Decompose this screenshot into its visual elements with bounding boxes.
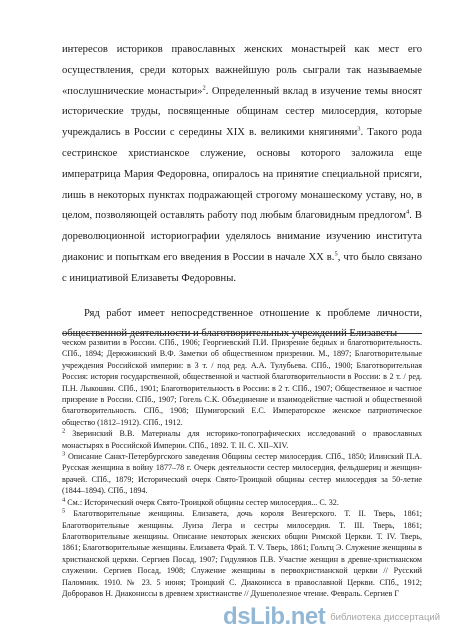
watermark-logo: dsLib.net xyxy=(223,603,326,630)
footnote-continuation: ческом развитии в России. СПб., 1906; Георгиевский П.И. Призрение бедных и благотворительность. СПб., 1894; Дерюжинский В.Ф. Заметки об общественном призрении. М., 1897; Благотворительные учреждения Российской империи: в 3 т. / под ред. А.А. Тулубьева. СПб., 1900; Благотворительная Россия: история государственной, общественной и частной благотворительности в России: в 2 т. / ред. П.Н. Лыкошин. СПб., 1901; Благотворительность в России: в 2 т. СПб., 1907; Общественное и частное призрение в России. СПб., 1907; Гогель С.К. Объединение и взаимодействие частной и общественной благотворительность. СПб., 1908; Шумигорский Е.С. Императорское женское патриотическое общество (1812–1912). СПб., 1912. xyxy=(62,338,422,427)
footnote-number: 4 xyxy=(62,496,66,503)
text-span: , что было связано с инициативой Елизаветы Федоровны. xyxy=(62,251,422,284)
text-span: . В дореволюционной историографии уделялось внимание изучению института диаконис и попыткам его введения в России в начале XX в. xyxy=(62,210,422,263)
footnote-separator xyxy=(62,333,422,334)
watermark-tagline: библиотека диссертаций xyxy=(330,611,440,623)
watermark xyxy=(223,603,440,631)
text-span: . Определенный вклад в изучение темы вносят исторические труды, посвященные общинам сестер милосердия, которые учреждались в России с середины XIX в. великими княгинями xyxy=(62,85,422,139)
paragraph-gap xyxy=(62,290,422,304)
footnote-number: 2 xyxy=(62,427,66,435)
paragraph-1 xyxy=(62,40,422,290)
paragraph-2: Ряд работ имеет непосредственное отношение к проблеме личности, общественной деятельности и благотворительных учреждений Елизаветы xyxy=(62,307,422,340)
main-text xyxy=(62,40,422,345)
footnote-text: Описание Санкт-Петербургского заведения Общины сестер милосердия. СПб., 1850; Илинский П.А. Русская женщина в войну 1877–78 г. Очерк деятельности сестер милосердия, фельдшериц и женщин-врачей. СПб., 1879; Исторический очерк Свято-Троицкой общины сестер милосердия за 50-летие (1844–1894). СПб., 1894. xyxy=(62,452,422,496)
footnote-2 xyxy=(62,428,422,451)
footnote-text: См.: Исторический очерк Свято-Троицкой общины сестер милосердия... С. 32. xyxy=(65,497,339,507)
footnote-ref[interactable]: 3 xyxy=(357,125,361,133)
footnote-ref[interactable]: 5 xyxy=(334,250,338,258)
footnote-number: 5 xyxy=(62,507,66,515)
footnote-5 xyxy=(62,508,422,599)
footnote-text: Звеpинский В.В. Материалы для историко-топографических исследований о православных монастырях в Российской Империи. СПб., 1892. Т. II. С. XII–XIV. xyxy=(62,429,422,450)
text-span: . Такого рода сестринское христианское служение, основы которого заложила еще императрица Мария Федоровна, опиралось на принятие специальной присяги, лишь в некоторых пунктах подражающей строгому монашескому уставу, но, в целом, позволяющей оставлять работу под любым благовидным предлогом xyxy=(62,127,422,222)
footnotes xyxy=(62,337,422,599)
footnote-3 xyxy=(62,451,422,497)
footnote-text: Благотворительные женщины. Елизавета, дочь короля Венгерского. Т. II. Тверь, 1861; Благотворительные женщины. Луиза Легра и сестры милосердия. Т. III. Тверь, 1861; Благотворительные женщины. Описание некоторых женских общин Римской Церкви. Т. IV. Тверь, 1861; Благотворительные женщины. Елизавета Фрай. Т. V. Тверь, 1861; Гольтц Э. Служение женщины в христианской церкви. Сергиев Посад, 1907; Гидулянов П.В. Участие женщин в древне-христианском служении. Сергиев Посад, 1908; Служение женщины в первохристианской церкви // Русский Паломник. 1910. № 23. 5 июня; Троицкий С. Диаконисса в православной Церкви. СПб., 1912; Добpоpавов Н. Диакониссы в древнем христианстве // Душеполезное чтение. Февраль. Сергиев Г xyxy=(62,509,422,598)
text-span: интересов историков православных женских монастырей как мест его осуществления, среди которых важнейшую роль сыграли так называемые «послушнические монастыри» xyxy=(62,44,422,97)
footnote-4 xyxy=(62,497,422,508)
footnote-number: 3 xyxy=(62,450,66,458)
footnote-ref[interactable]: 2 xyxy=(202,84,206,92)
footnote-ref[interactable]: 4 xyxy=(405,208,410,216)
